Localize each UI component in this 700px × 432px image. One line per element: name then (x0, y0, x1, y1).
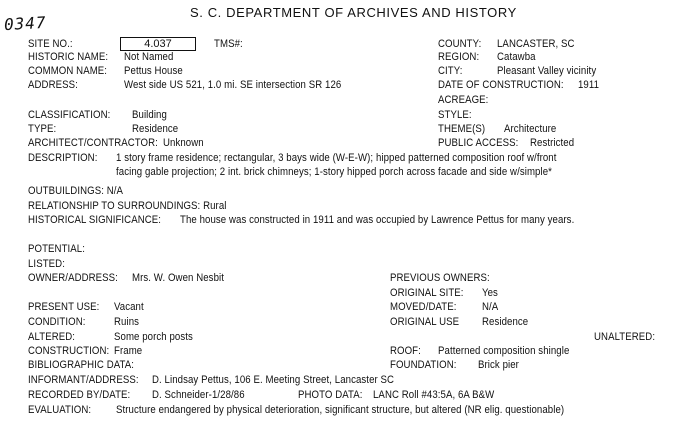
present-use-value: Vacant (114, 301, 144, 313)
description-line-1: 1 story frame residence; rectangular, 3 bays wide (W-E-W); hipped patterned composition roof w/front (116, 152, 557, 164)
unaltered-label: UNALTERED: (594, 331, 656, 343)
description-line-2: facing gable projection; 2 int. brick chimneys; 1-story hipped porch across facade and side w/simple* (116, 166, 552, 178)
condition-label: CONDITION: (28, 316, 86, 328)
original-site-label: ORIGINAL SITE: (390, 287, 464, 299)
listed-label: LISTED: (28, 258, 65, 270)
historic-name-value: Not Named (124, 51, 174, 63)
address-value: West side US 521, 1.0 mi. SE intersection SR 126 (124, 79, 342, 91)
photo-data-value: LANC Roll #43:5A, 6A B&W (373, 389, 495, 401)
outbuildings: OUTBUILDINGS: N/A (28, 185, 124, 197)
common-name-label: COMMON NAME: (28, 65, 108, 77)
bibliographic-data-label: BIBLIOGRAPHIC DATA: (28, 359, 135, 371)
relationship-to-surroundings: RELATIONSHIP TO SURROUNDINGS: Rural (28, 200, 227, 212)
common-name-value: Pettus House (124, 65, 183, 77)
public-access-value: Restricted (530, 137, 575, 149)
site-no-value: 4.037 (120, 37, 196, 51)
roof-label: ROOF: (390, 345, 421, 357)
original-site-value: Yes (482, 287, 498, 299)
themes-label: THEME(S) (438, 123, 486, 135)
page-title: S. C. DEPARTMENT OF ARCHIVES AND HISTORY (190, 5, 517, 20)
historical-significance-label: HISTORICAL SIGNIFICANCE: (28, 214, 162, 226)
themes-value: Architecture (504, 123, 557, 135)
public-access-label: PUBLIC ACCESS: (438, 137, 519, 149)
evaluation-label: EVALUATION: (28, 404, 92, 416)
type-value: Residence (132, 123, 179, 135)
owner-label: OWNER/ADDRESS: (28, 272, 118, 284)
moved-date-label: MOVED/DATE: (390, 301, 457, 313)
construction-value: Frame (114, 345, 143, 357)
city-label: CITY: (438, 65, 463, 77)
address-label: ADDRESS: (28, 79, 78, 91)
photo-data-label: PHOTO DATA: (298, 389, 363, 401)
style-label: STYLE: (438, 109, 472, 121)
foundation-label: FOUNDATION: (390, 359, 457, 371)
altered-value: Some porch posts (114, 331, 193, 343)
informant-value: D. Lindsay Pettus, 106 E. Meeting Street, Lancaster SC (152, 374, 395, 386)
condition-value: Ruins (114, 316, 140, 328)
county-value: LANCASTER, SC (497, 38, 575, 50)
site-no-label: SITE NO.: (28, 38, 73, 50)
tms-label: TMS#: (214, 38, 243, 50)
moved-date-value: N/A (482, 301, 499, 313)
city-value: Pleasant Valley vicinity (497, 65, 597, 77)
foundation-value: Brick pier (478, 359, 519, 371)
date-of-construction-value: 1911 (578, 79, 600, 91)
acreage-label: ACREAGE: (438, 94, 489, 106)
county-label: COUNTY: (438, 38, 482, 50)
owner-value: Mrs. W. Owen Nesbit (132, 272, 224, 284)
original-use-label: ORIGINAL USE (390, 316, 460, 328)
recorded-label: RECORDED BY/DATE: (28, 389, 131, 401)
handwritten-number: 0347 (3, 12, 47, 35)
construction-label: CONSTRUCTION: (28, 345, 110, 357)
present-use-label: PRESENT USE: (28, 301, 100, 313)
type-label: TYPE: (28, 123, 57, 135)
roof-value: Patterned composition shingle (438, 345, 570, 357)
description-label: DESCRIPTION: (28, 152, 98, 164)
recorded-value: D. Schneider-1/28/86 (152, 389, 245, 401)
evaluation-value: Structure endangered by physical deterioration, significant structure, but altered (NR elig. questionable) (116, 404, 565, 416)
original-use-value: Residence (482, 316, 529, 328)
architect-value: Unknown (163, 137, 204, 149)
previous-owners-label: PREVIOUS OWNERS: (390, 272, 490, 284)
architect-label: ARCHITECT/CONTRACTOR: (28, 137, 158, 149)
classification-label: CLASSIFICATION: (28, 109, 111, 121)
potential-label: POTENTIAL: (28, 243, 86, 255)
altered-label: ALTERED: (28, 331, 76, 343)
historical-significance-value: The house was constructed in 1911 and was occupied by Lawrence Pettus for many years. (180, 214, 575, 226)
region-label: REGION: (438, 51, 480, 63)
historic-name-label: HISTORIC NAME: (28, 51, 109, 63)
classification-value: Building (132, 109, 167, 121)
date-of-construction-label: DATE OF CONSTRUCTION: (438, 79, 564, 91)
informant-label: INFORMANT/ADDRESS: (28, 374, 139, 386)
region-value: Catawba (497, 51, 536, 63)
